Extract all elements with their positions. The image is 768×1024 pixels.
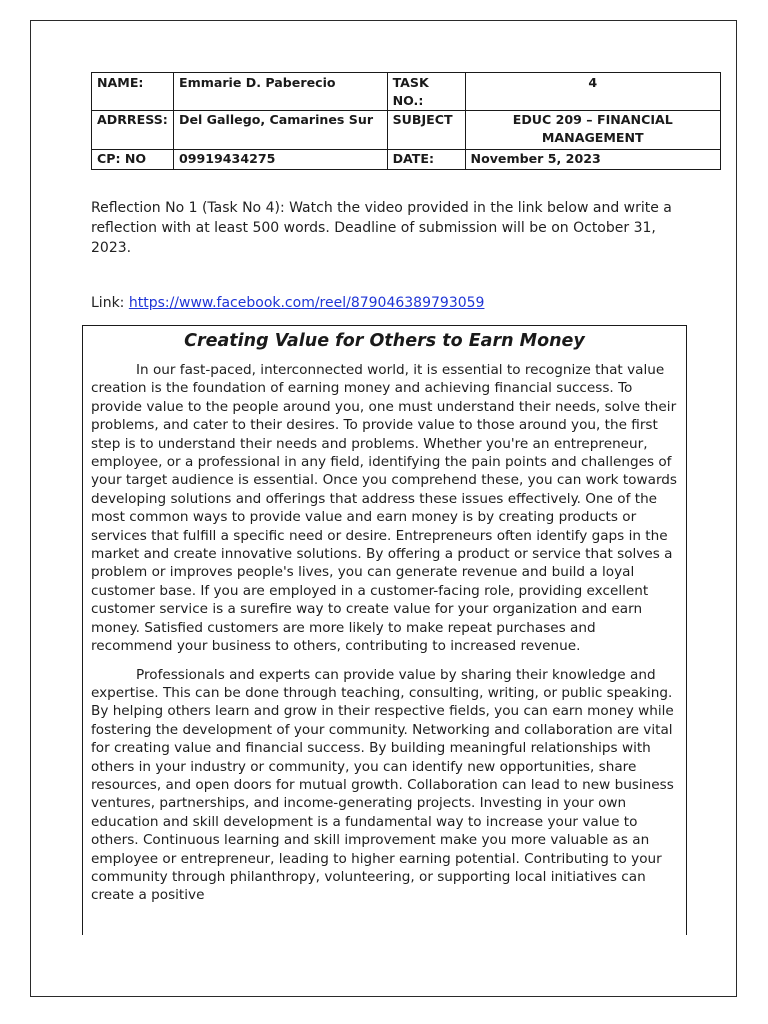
subject-value: EDUC 209 – FINANCIAL MANAGEMENT xyxy=(465,111,720,150)
video-link[interactable]: https://www.facebook.com/reel/879046389793059 xyxy=(128,295,485,311)
essay-paragraph-1: In our fast-paced, interconnected world, it is essential to recognize that value creation is the foundation of earning money and achieving financial success. To provide value to the people around you, one must understand their needs, solve their problems, and cater to their desires. To provide value to those around you, the first step is to understand their needs and problems. Whether you're an entrepreneur, employee, or a professional in any field, identifying the pain points and challenges of your target audience is essential. Once you comprehend these, you can work towards developing solutions and offerings that address these issues effectively. One of the most common ways to provide value and earn money is by creating products or services that fulfill a specific need or desire. Entrepreneurs often identify gaps in the market and create innovative solutions. By offering a product or service that solves a problem or improves people's lives, you can generate revenue and build a loyal customer base. If you are employed in a customer-facing role, providing excellent customer service is a surefire way to create value for your organization and earn money. Satisfied customers are more likely to make repeat purchases and recommend your business to others, contributing to increased revenue. xyxy=(91,362,678,655)
date-label: DATE: xyxy=(387,150,465,170)
table-row xyxy=(92,150,721,170)
cp-no-value: 09919434275 xyxy=(173,150,387,170)
address-value: Del Gallego, Camarines Sur xyxy=(173,111,387,150)
table-row xyxy=(92,111,721,150)
essay-paragraph-2: Professionals and experts can provide value by sharing their knowledge and expertise. This can be done through teaching, consulting, writing, or public speaking. By helping others learn and grow in their respective fields, you can earn money while fostering the development of your community. Networking and collaboration are vital for creating value and financial success. By building meaningful relationships with others in your industry or community, you can identify new opportunities, share resources, and open doors for mutual growth. Collaboration can lead to new business ventures, partnerships, and income-generating projects. Investing in your own education and skill development is a fundamental way to increase your value to others. Continuous learning and skill improvement make you more valuable as an employee or entrepreneur, leading to higher earning potential. Contributing to your community through philanthropy, volunteering, or supporting local initiatives can create a positive xyxy=(91,666,674,904)
essay-title: Creating Value for Others to Earn Money xyxy=(184,331,585,351)
subject-label: SUBJECT xyxy=(387,111,465,150)
video-link-line xyxy=(91,293,484,313)
essay-box xyxy=(82,325,687,935)
student-info-table xyxy=(91,72,721,170)
address-label: ADRRESS: xyxy=(92,111,174,150)
task-no-label: TASK NO.: xyxy=(387,73,465,111)
name-label: NAME: xyxy=(92,73,174,111)
name-value: Emmarie D. Paberecio xyxy=(173,73,387,111)
table-row xyxy=(92,73,721,111)
date-value: November 5, 2023 xyxy=(465,150,720,170)
reflection-instructions: Reflection No 1 (Task No 4): Watch the video provided in the link below and write a reflection with at least 500 words. Deadline of submission will be on October 31, 2023. xyxy=(91,200,672,256)
link-label: Link: xyxy=(91,295,125,311)
cp-no-label: CP: NO xyxy=(92,150,174,170)
task-no-value: 4 xyxy=(465,73,720,111)
